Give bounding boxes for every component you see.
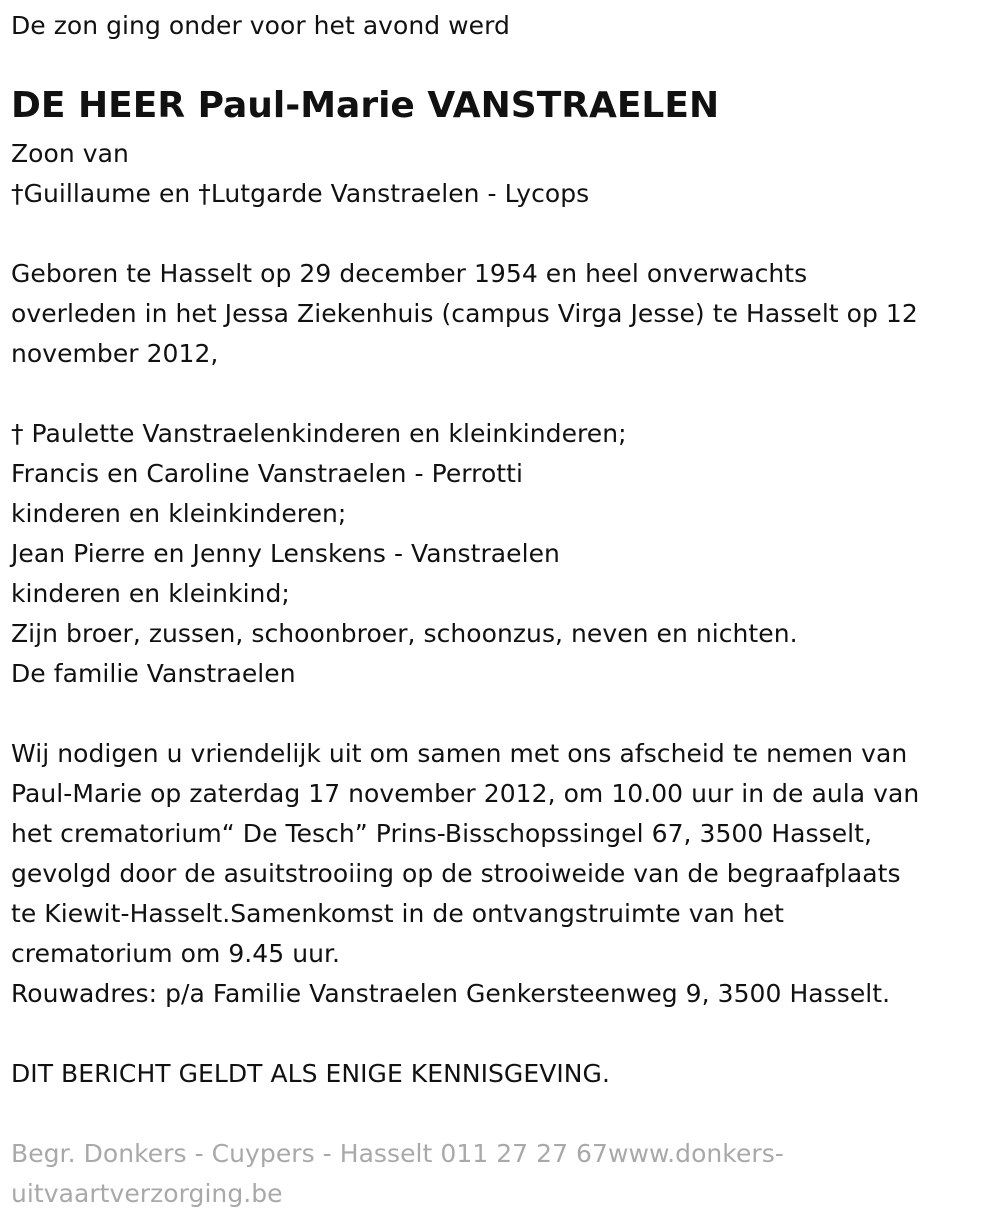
parents-section	[11, 134, 589, 214]
ceremony-section	[11, 734, 919, 1014]
ceremony-line: te Kiewit-Hasselt.Samenkomst in de ontvangstruimte van het	[11, 899, 785, 928]
family-line: Zijn broer, zussen, schoonbroer, schoonzus, neven en nichten.	[11, 619, 798, 648]
sole-notice-statement: DIT BERICHT GELDT ALS ENIGE KENNISGEVING.	[11, 1059, 610, 1088]
family-line: † Paulette Vanstraelenkinderen en kleinkinderen;	[11, 419, 627, 448]
family-line: kinderen en kleinkinderen;	[11, 499, 347, 528]
parents-names	[11, 174, 589, 214]
ceremony-line: Paul-Marie op zaterdag 17 november 2012, om 10.00 uur in de aula van	[11, 779, 920, 808]
family-line: Francis en Caroline Vanstraelen - Perrotti	[11, 459, 523, 488]
father-name: Guillaume en	[23, 179, 199, 208]
ceremony-line: het crematorium“ De Tesch” Prins-Bisschopssingel 67, 3500 Hasselt,	[11, 819, 872, 848]
family-line: Jean Pierre en Jenny Lenskens - Vanstraelen	[11, 539, 560, 568]
birth-death-section	[11, 254, 918, 374]
family-line: De familie Vanstraelen	[11, 659, 296, 688]
family-line: kinderen en kleinkind;	[11, 579, 290, 608]
mourning-address: Rouwadres: p/a Familie Vanstraelen Genkersteenweg 9, 3500 Hasselt.	[11, 979, 891, 1008]
ceremony-line: Wij nodigen u vriendelijk uit om samen met ons afscheid te nemen van	[11, 739, 908, 768]
funeral-director-footer	[11, 1134, 784, 1214]
birth-death-line: november 2012,	[11, 339, 219, 368]
parents-intro: Zoon van	[11, 139, 129, 168]
cross-icon: †	[198, 179, 211, 208]
footer-line: uitvaartverzorging.be	[11, 1179, 283, 1208]
family-section	[11, 414, 798, 694]
footer-line: Begr. Donkers - Cuypers - Hasselt 011 27 27 67www.donkers-	[11, 1139, 784, 1168]
announcement-section	[11, 1054, 610, 1094]
deceased-name-title: DE HEER Paul-Marie VANSTRAELEN	[11, 85, 720, 126]
birth-death-line: Geboren te Hasselt op 29 december 1954 en heel onverwachts	[11, 259, 808, 288]
opening-line: De zon ging onder voor het avond werd	[11, 11, 510, 40]
ceremony-line: gevolgd door de asuitstrooiing op de strooiweide van de begraafplaats	[11, 859, 901, 888]
cross-icon: †	[11, 179, 24, 208]
mother-name: Lutgarde Vanstraelen - Lycops	[210, 179, 590, 208]
birth-death-line: overleden in het Jessa Ziekenhuis (campus Virga Jesse) te Hasselt op 12	[11, 299, 918, 328]
ceremony-line: crematorium om 9.45 uur.	[11, 939, 341, 968]
